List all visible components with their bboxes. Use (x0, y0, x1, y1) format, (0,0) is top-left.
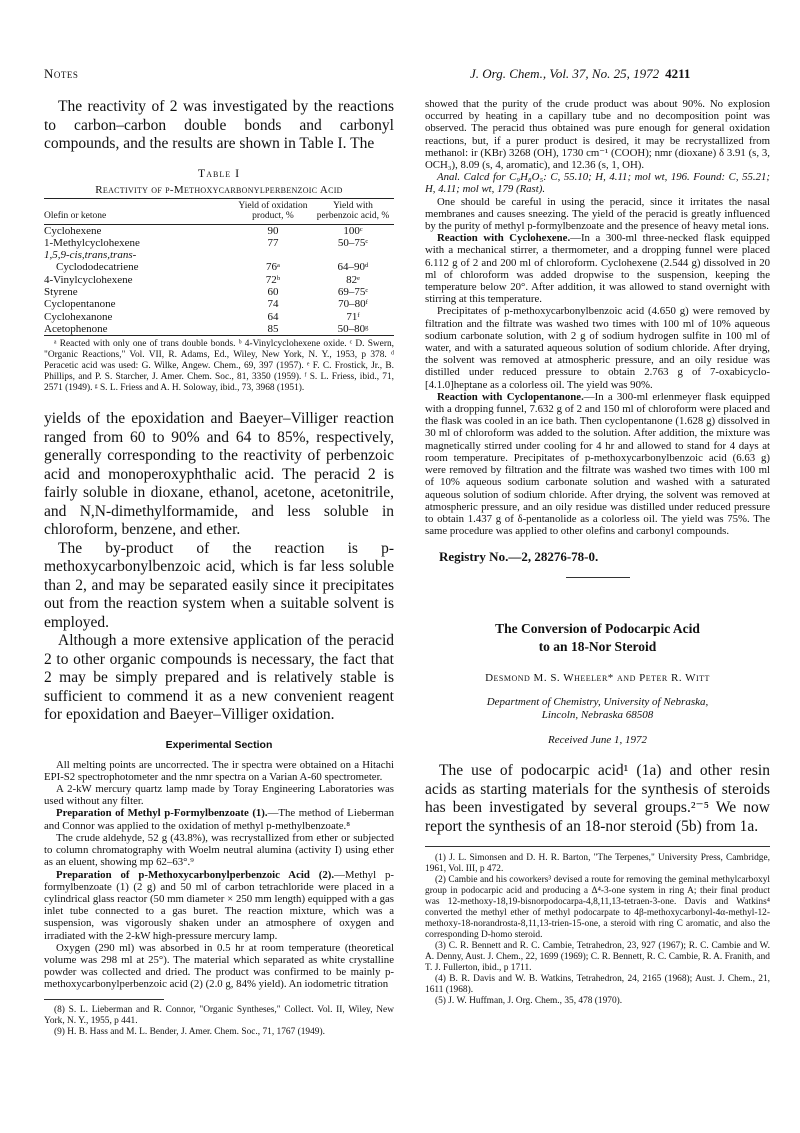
experimental-paragraph: The crude aldehyde, 52 g (43.8%), was recrystallized from ether or subjected to column chromatography with Woelm neutral alumina (activity I) using ether as an eluent, showing mp 62–63°.⁹ (44, 831, 394, 869)
table-title: Table I (197, 165, 241, 180)
table-cell: 85 (267, 322, 279, 335)
table-cell: 4-Vinylcyclohexene (44, 273, 133, 286)
affiliation-line: Department of Chemistry, University of Nebraska, (486, 696, 709, 709)
table-header-row (44, 198, 394, 224)
analysis-paragraph: Anal. Calcd for C₉H₈O₅: C, 55.10; H, 4.11; mol wt, 196. Found: C, 55.21; H, 4.11; mol wt, 179 (Rast). (425, 171, 770, 196)
paragraph-heading: Reaction with Cyclopentanone. (437, 390, 584, 403)
table-row (44, 224, 394, 237)
experimental-paragraph: Oxygen (290 ml) was absorbed in 0.5 hr at room temperature (theoretical volume was 298 ml at 25°). The material which separated as white crystalline powder was collected and dried. The product was confirmed to be mainly p-methoxycarbonylperbenzoic acid (2) (2.0 g, 84% yield). An iodometric titration (44, 941, 394, 991)
col-header-olefin: Olefin or ketone (44, 211, 107, 221)
experimental-paragraph (44, 807, 394, 831)
paragraph-text: —Methyl p-formylbenzoate (1) (2 g) and 50 ml of carbon tetrachloride were placed in a cylindrical glass reactor (50 mm diameter × 250 mm length) equipped with a gas inlet tube connected to a gas buret. The reaction mixture, which was a suspension, was vigorously shaken under an atmosphere of oxygen and irradiated with the 2-kW high-pressure mercury lamp. (44, 868, 394, 942)
article-title-line: to an 18-Nor Steroid (538, 639, 657, 655)
references-divider (425, 846, 770, 847)
table-cell: Cyclohexene (44, 224, 102, 237)
article-separator (566, 577, 630, 578)
paragraph-text: —The method of Lieberman and Connor was applied to the oxidation of methyl p-methylbenzoate.⁸ (44, 807, 394, 832)
running-head-section: Notes (44, 66, 79, 81)
table-caption: Reactivity of p-Methoxycarbonylperbenzoic Acid (95, 183, 343, 196)
paragraph-text: —In a 300-ml erlenmeyer flask equipped with a dropping funnel, 7.632 g of 2 and 150 ml of chloroform were placed and the flask was cooled in an ice bath. Then cyclopentanone (1.628 g) dissolved in 30 ml of chloroform was added to the solution. After addition, the mixture was magnetically stirred under cooling for 4 hr and allowed to stand for 4 days at room temperature. Precipitates of p-methoxycarbonylbenzoic acid (6.63 g) were removed by filtration and the filtrate was washed two times with 100 ml of 10% aqueous sodium carbonate solution and washed with a saturated aqueous solution of sodium chloride. After drying, the solvent was removed at atmospheric pressure, and an oily residue was distilled under reduced pressure to obtain 1.437 g of δ-pentanolide as a colorless oil. The yield was 75%. The same procedure was applied to other olefins and carbonyl compounds. (425, 390, 771, 538)
paragraph-heading: Preparation of Methyl p-Formylbenzoate (1). (56, 807, 268, 820)
table-cell: Acetophenone (44, 322, 108, 335)
paragraph-text: —In a 300-ml three-necked flask equipped with a mechanical stirrer, a thermometer, and a dropping funnel were placed 6.112 g of 2 and 200 ml of chloroform. Cyclohexene (2.544 g) dissolved in 20 ml of chloroform was added dropwise to the suspension, keeping the temperature below 20°. After addition, it was allowed to stand overnight with stirring at this temperature. (425, 232, 770, 306)
received-date: Received June 1, 1972 (548, 734, 647, 747)
table-cell: 64 (267, 310, 279, 323)
body-paragraph (425, 232, 770, 305)
reference: (2) Cambie and his coworkers³ devised a route for removing the geminal methylcarboxyl group in podocarpic acid and producing a Δ⁴-3-one system in ring A; their final product was 12-methoxy-18,19-bisnorpodocarpa-4,8,11,13-tetraen-3-one. Davis and Watkins⁴ converted the methyl ether of methyl podocarpate to 4β-methoxycarbonyl-4α-methyl-12-methoxy-18-norandrosta-8,11,13-trien-15-one, a steroid with ring C aromatic, and also the corresponding D-homo steroid. (425, 875, 770, 941)
table-row (44, 311, 394, 323)
table-cell: 60 (267, 285, 279, 298)
table-cell: Cyclopentanone (44, 298, 116, 311)
table-cell: 77 (267, 236, 279, 249)
footnote: (9) H. B. Hass and M. L. Bender, J. Amer. Chem. Soc., 71, 1767 (1949). (54, 1026, 325, 1037)
footnote: (8) S. L. Lieberman and R. Connor, "Organic Syntheses," Collect. Vol. II, Wiley, New York, N. Y., 1955, p 441. (44, 1004, 394, 1026)
table-footnotes: ᵃ Reacted with only one of trans double bonds. ᵇ 4-Vinylcyclohexene oxide. ᶜ D. Swern, "Organic Reactions," Vol. VII, R. Adams, Ed., Wiley, New York, N. Y., 1953, p 378. ᵈ Peracetic acid was used: G. Wilke, Angew. Chem., 69, 397 (1957). ᵉ F. C. Frostick, Jr., B. Phillips, and P. S. Starcher, J. Amer. Chem. Soc., 81, 3350 (1959). ᶠ S. L. Friess, ibid., 71, 2571 (1949). ᵍ S. L. Friess and A. H. Soloway, ibid., 73, 3968 (1951). (44, 339, 394, 394)
table-cell: 69–75ᶜ (337, 285, 369, 298)
footnote-divider (44, 999, 164, 1000)
article-intro: The use of podocarpic acid¹ (1a) and other resin acids as starting materials for the synthesis of steroids has been investigated by several groups.²⁻⁵ We now report the synthesis of an 18-nor steroid (5b) from 1a. (425, 762, 770, 835)
table-cell: 76ᵃ (265, 261, 280, 274)
body-paragraph (425, 391, 770, 537)
table-cell (234, 249, 312, 261)
table-cell: 64–90ᵈ (337, 261, 369, 274)
article-title-line: The Conversion of Podocarpic Acid (495, 621, 700, 637)
table-cell: 1-Methylcyclohexene (44, 236, 140, 249)
paragraph-heading: Reaction with Cyclohexene. (437, 232, 571, 245)
table-cell: 72ᵇ (265, 273, 281, 286)
table-row (44, 249, 394, 261)
paragraph-heading: Preparation of p-Methoxycarbonylperbenzoic Acid (2). (56, 868, 335, 881)
right-column (425, 98, 770, 1007)
table-cell: 1,5,9-cis,trans,trans- (44, 249, 137, 262)
table-cell: 50–75ᶜ (337, 236, 369, 249)
table-cell: 82ᵉ (346, 273, 360, 286)
table-cell: 50–80ᵍ (337, 322, 369, 335)
reference: (1) J. L. Simonsen and D. H. R. Barton, "The Terpenes," University Press, Cambridge, 1961, Vol. III, p 472. (425, 853, 770, 875)
table-cell: 90 (267, 224, 279, 237)
article-title (425, 620, 770, 656)
table-cell: 70–80ᶠ (338, 298, 368, 311)
left-column (44, 98, 394, 1038)
body-paragraph: Although a more extensive application of the peracid 2 to other organic compounds is necessary, the fact that 2 may be simply prepared and is relatively stable is sufficient to commend it as a new convenient reagent for epoxidation and Baeyer–Villiger oxidation. (44, 632, 394, 724)
authors: Desmond M. S. Wheeler* and Peter R. Witt (485, 672, 710, 685)
experimental-paragraph: All melting points are uncorrected. The ir spectra were obtained on a Hitachi EPI-S2 spectrophotometer and the nmr spectra on a Varian A-60 spectrometer. (44, 758, 394, 783)
table-cell: 74 (267, 298, 279, 311)
body-paragraph: yields of the epoxidation and Baeyer–Villiger reaction ranged from 60 to 90% and 64 to 85%, respectively, generally corresponding to the reactivity of perbenzoic acid and monoperoxyphthalic acid. The peracid 2 is fairly soluble in dioxane, ethanol, acetone, acetonitrile, and N,N-dimethylformamide, and less soluble in chloroform, benzene, and ether. (44, 410, 394, 539)
table-row (44, 237, 394, 249)
reference: (4) B. R. Davis and W. B. Watkins, Tetrahedron, 24, 2165 (1968); Aust. J. Chem., 21, 1611 (1968). (425, 974, 770, 996)
col-header-yield-perbenzoic: Yield with perbenzoic acid, % (316, 200, 390, 221)
reference: (5) J. W. Huffman, J. Org. Chem., 35, 478 (1970). (435, 996, 623, 1007)
page-number: 4211 (665, 66, 691, 81)
table-cell: Cyclododecatriene (56, 261, 139, 274)
journal-citation: J. Org. Chem., Vol. 37, No. 25, 1972 (470, 66, 660, 81)
table-cell: 100ᶜ (343, 224, 363, 237)
body-paragraph: showed that the purity of the crude product was about 90%. No explosion occurred by heating in a capillary tube and no decomposition point was observed. The peracid thus obtained was pure enough for general oxidation reactions, but, if a purer product is desired, it may be recrystallized from methanol: ir (KBr) 3268 (OH), 1730 cm⁻¹ (COOH); nmr (dioxane) δ 3.91 (s, 3, OCH₃), 8.09 (s, 4, aromatic), and 12.36 (s, 1, OH). (425, 98, 770, 172)
table-cell: Styrene (44, 285, 78, 298)
affiliation-line: Lincoln, Nebraska 68508 (541, 709, 654, 722)
reference: (3) C. R. Bennett and R. C. Cambie, Tetrahedron, 23, 927 (1967); R. C. Cambie and W. A. Denny, Aust. J. Chem., 22, 1699 (1969); C. R. Bennett, R. C. Cambie, R. A. Franith, and T. J. Fullerton, ibid., p 1711. (425, 941, 770, 974)
col-header-yield-oxidation: Yield of oxidation product, % (238, 200, 308, 221)
table-row (44, 261, 394, 273)
experimental-paragraph: A 2-kW mercury quartz lamp made by Toray Engineering Laboratories was used without any filter. (44, 783, 394, 808)
table-cell: Cyclohexanone (44, 310, 113, 323)
running-head-journal (470, 66, 690, 82)
body-paragraph: Precipitates of p-methoxycarbonylbenzoic acid (4.650 g) were removed by filtration and the filtrate was washed two times with 100 ml of 10% aqueous sodium carbonate solution, with 2 g of sodium hydrogen sulfite in 100 ml of water, and with a saturated aqueous solution of sodium chloride. After drying, the solvent was removed at atmospheric pressure, and an oily residue was distilled under reduced pressure to obtain 2.763 g of 7-oxabicyclo-[4.1.0]heptane as a colorless oil. The yield was 90%. (425, 305, 770, 391)
table-row (44, 274, 394, 286)
table-row (44, 298, 394, 310)
body-paragraph: The by-product of the reaction is p-methoxycarbonylbenzoic acid, which is far less soluble than 2, and may be separated easily since it precipitates out from the reaction system when a suitable solvent is employed. (44, 539, 394, 631)
table-row (44, 323, 394, 336)
affiliation (425, 696, 770, 722)
table-cell: 71ᶠ (346, 310, 360, 323)
experimental-paragraph (44, 869, 394, 942)
intro-paragraph: The reactivity of 2 was investigated by the reactions to carbon–carbon double bonds and carbonyl compounds, and the results are shown in Table I. The (44, 98, 394, 152)
body-paragraph: One should be careful in using the peracid, since it irritates the nasal membranes and causes sneezing. The yield of the peracid is greatly influenced by the purity of methyl p-formylbenzoate and the presence of heavy metal ions. (425, 195, 770, 233)
table-row (44, 286, 394, 298)
registry-number: Registry No.—2, 28276-78-0. (439, 549, 599, 565)
reactivity-table (44, 198, 394, 337)
section-heading: Experimental Section (165, 738, 273, 751)
table-cell (312, 249, 394, 261)
